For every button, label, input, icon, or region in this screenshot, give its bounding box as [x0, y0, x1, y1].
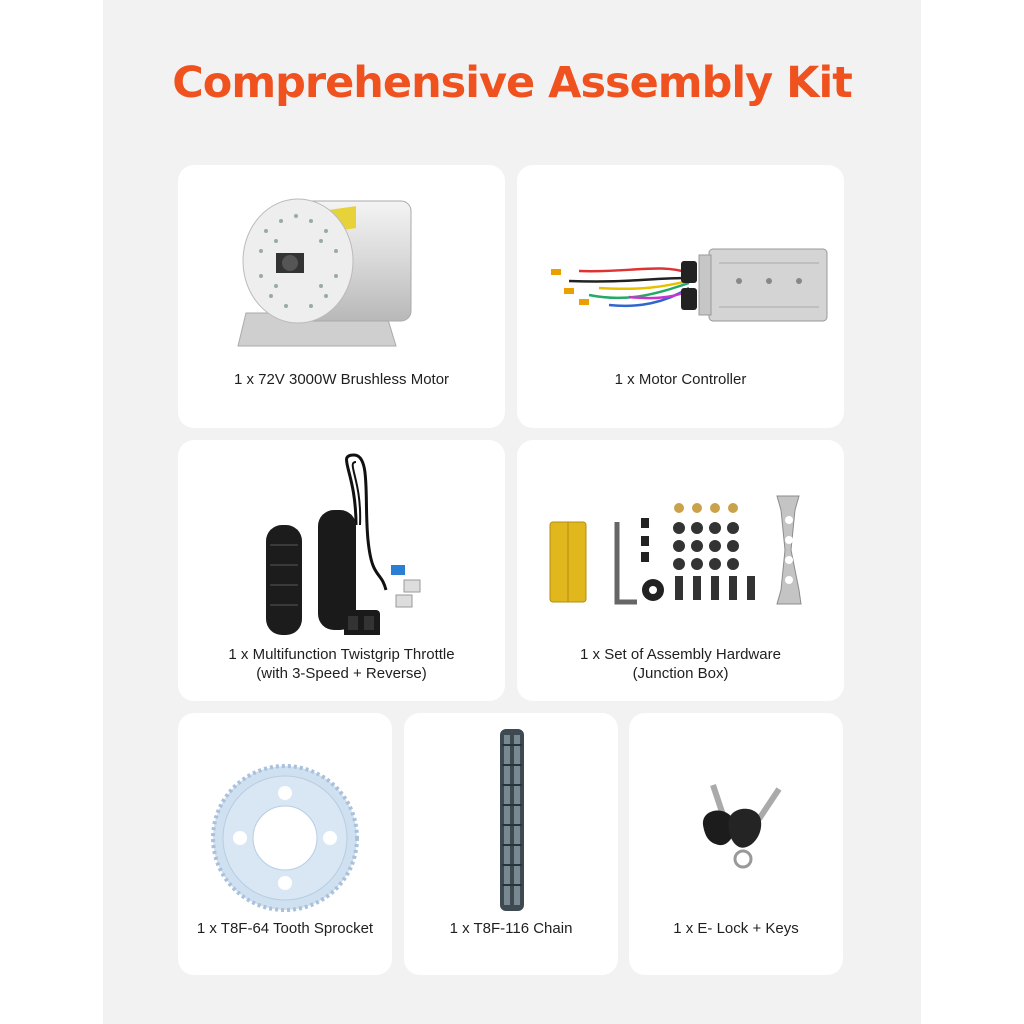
item-caption: 1 x Set of Assembly Hardware (Junction Box) [580, 646, 781, 682]
item-caption: 1 x Motor Controller [614, 371, 747, 388]
kit-item-throttle [178, 440, 505, 701]
brushless-motor-icon [236, 181, 436, 361]
kit-item-elock [629, 713, 843, 975]
item-caption: 1 x T8F-116 Chain [449, 920, 573, 937]
kit-item-controller [517, 165, 844, 428]
kit-item-sprocket [178, 713, 392, 975]
e-lock-keys-icon [699, 775, 789, 885]
kit-item-chain [404, 713, 618, 975]
chain-icon [492, 725, 532, 915]
item-caption: 1 x T8F-64 Tooth Sprocket [196, 920, 374, 937]
kit-item-motor [178, 165, 505, 428]
item-caption: 1 x E- Lock + Keys [673, 920, 799, 937]
twistgrip-throttle-icon [256, 450, 436, 635]
kit-item-hardware [517, 440, 844, 701]
page-title: Comprehensive Assembly Kit [172, 58, 852, 108]
item-caption: 1 x 72V 3000W Brushless Motor [233, 371, 450, 388]
item-caption: 1 x Multifunction Twistgrip Throttle (with 3-Speed + Reverse) [228, 646, 455, 682]
sprocket-icon [210, 763, 360, 913]
assembly-hardware-icon [545, 490, 820, 610]
motor-controller-icon [539, 233, 829, 333]
